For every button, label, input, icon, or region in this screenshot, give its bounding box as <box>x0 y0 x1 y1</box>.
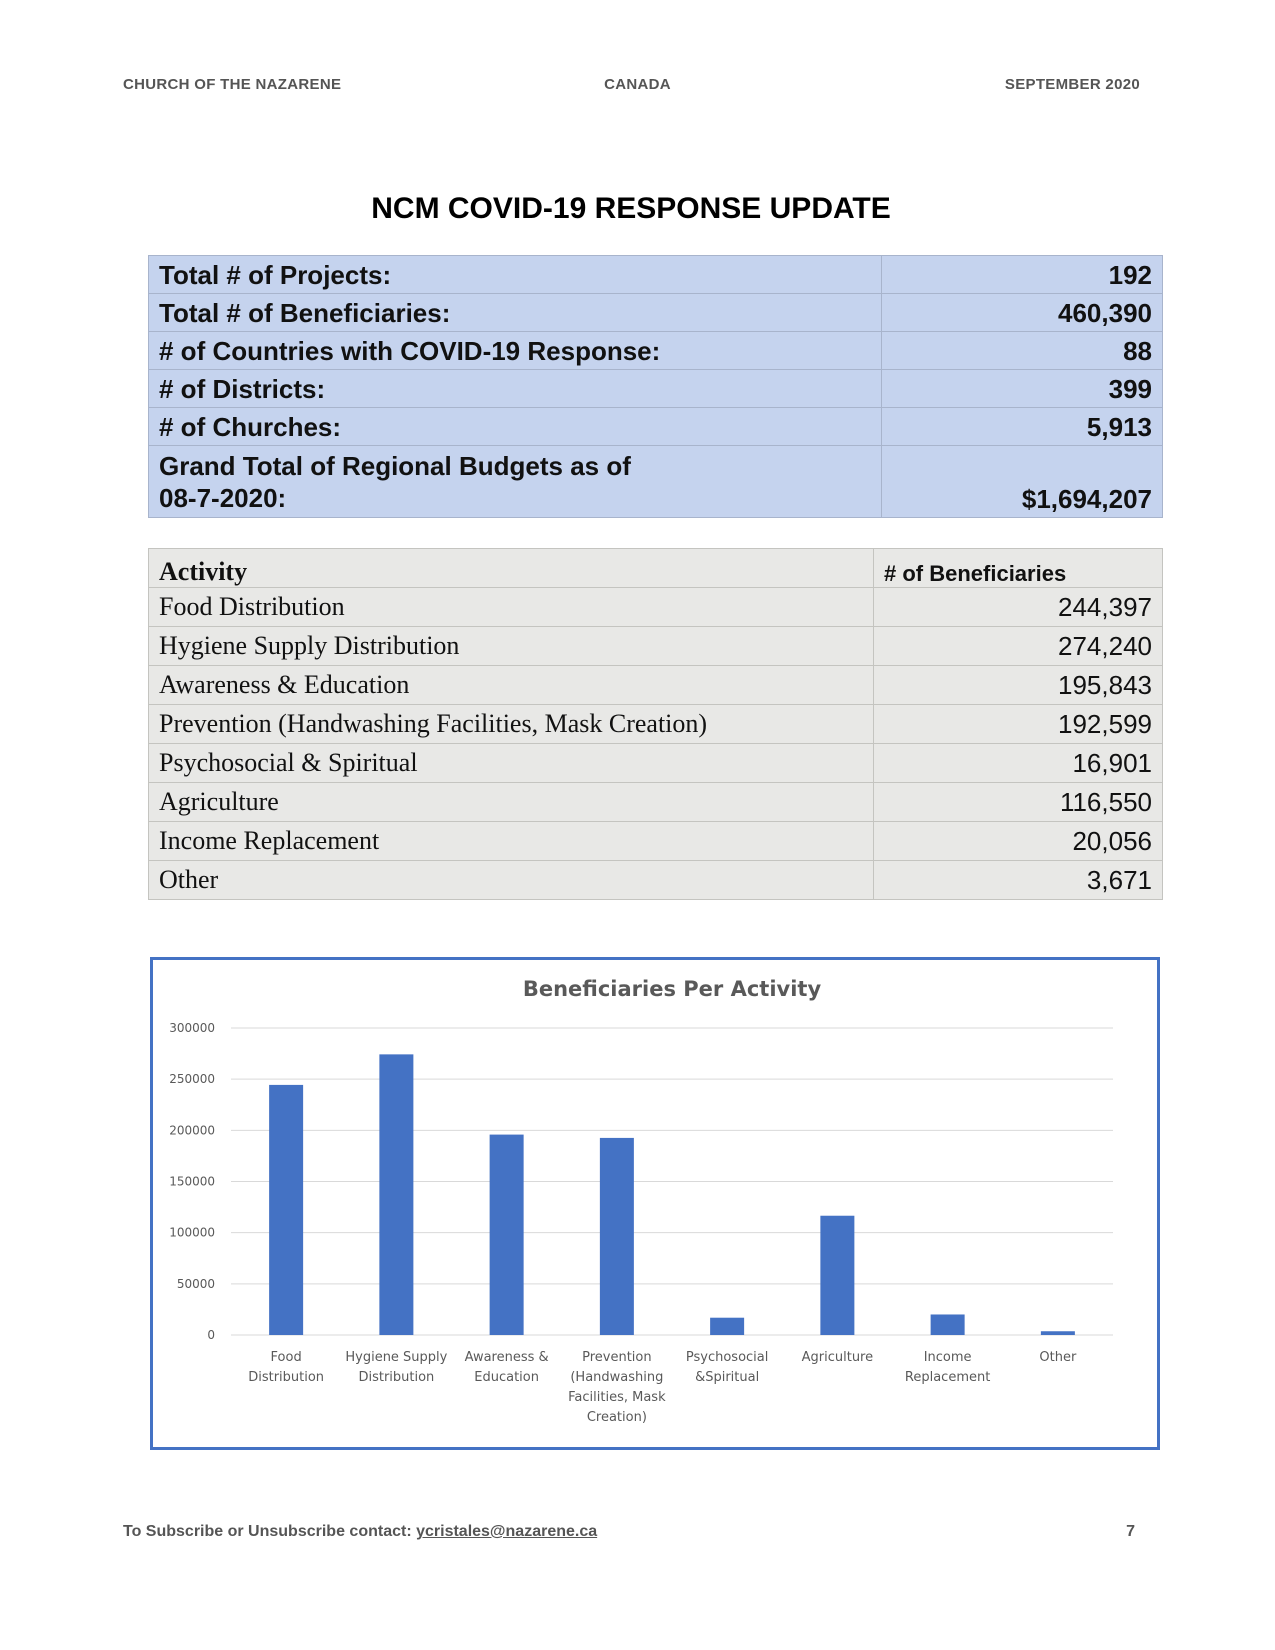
summary-row <box>149 408 1163 446</box>
table-row <box>149 861 1163 900</box>
summary-row <box>149 332 1163 370</box>
summary-label-line: Grand Total of Regional Budgets as of <box>159 450 631 481</box>
table-row <box>149 627 1163 666</box>
summary-label <box>149 446 882 518</box>
beneficiary-count: 192,599 <box>874 705 1163 744</box>
beneficiary-count: 16,901 <box>874 744 1163 783</box>
activity-name: Prevention (Handwashing Facilities, Mask Creation) <box>149 705 874 744</box>
summary-label: # of Churches: <box>149 408 882 446</box>
beneficiary-count: 116,550 <box>874 783 1163 822</box>
summary-row <box>149 446 1163 518</box>
activity-name: Agriculture <box>149 783 874 822</box>
y-tick-label: 100000 <box>169 1225 215 1240</box>
activity-name: Food Distribution <box>149 588 874 627</box>
x-category-label: Food Distribution <box>248 1350 325 1385</box>
y-tick-label: 0 <box>207 1328 215 1342</box>
y-tick-label: 300000 <box>169 1021 215 1035</box>
column-header-activity: Activity <box>149 549 874 588</box>
activity-name: Hygiene Supply Distribution <box>149 627 874 666</box>
table-row <box>149 705 1163 744</box>
x-category-label: Other <box>1039 1350 1077 1365</box>
summary-value: 192 <box>882 256 1163 294</box>
summary-row <box>149 370 1163 408</box>
summary-value: 460,390 <box>882 294 1163 332</box>
y-tick-label: 200000 <box>169 1123 215 1138</box>
x-category-label: Income Replacement <box>904 1350 991 1385</box>
header-country: CANADA <box>604 76 671 93</box>
summary-label: Total # of Projects: <box>149 256 882 294</box>
summary-label: # of Districts: <box>149 370 882 408</box>
page-title: NCM COVID-19 RESPONSE UPDATE <box>371 192 891 225</box>
activities-table <box>148 548 1163 900</box>
bar <box>269 1085 303 1335</box>
summary-row <box>149 294 1163 332</box>
x-category-label: Agriculture <box>801 1350 874 1365</box>
beneficiary-count: 274,240 <box>874 627 1163 666</box>
beneficiary-count: 244,397 <box>874 588 1163 627</box>
header-organization: CHURCH OF THE NAZARENE <box>123 76 342 93</box>
beneficiary-count: 20,056 <box>874 822 1163 861</box>
activity-name: Awareness & Education <box>149 666 874 705</box>
bar <box>600 1138 634 1335</box>
table-row <box>149 744 1163 783</box>
column-header-beneficiaries: # of Beneficiaries <box>874 549 1163 588</box>
activity-name: Psychosocial & Spiritual <box>149 744 874 783</box>
summary-value: 88 <box>882 332 1163 370</box>
activity-name: Other <box>149 861 874 900</box>
summary-value: 5,913 <box>882 408 1163 446</box>
summary-value: $1,694,207 <box>882 446 1163 518</box>
summary-table <box>148 255 1163 518</box>
bar <box>931 1314 965 1335</box>
summary-label: Total # of Beneficiaries: <box>149 294 882 332</box>
table-row <box>149 783 1163 822</box>
y-tick-label: 150000 <box>169 1174 215 1189</box>
table-row <box>149 588 1163 627</box>
bar <box>1041 1331 1075 1335</box>
x-category-label: Awareness & Education <box>464 1350 549 1385</box>
x-category-label: Psychosocial &Spiritual <box>685 1350 769 1385</box>
summary-row <box>149 256 1163 294</box>
y-tick-label: 250000 <box>169 1072 215 1087</box>
summary-label-line: 08-7-2020: <box>159 482 287 513</box>
y-tick-label: 50000 <box>176 1276 215 1291</box>
table-row <box>149 666 1163 705</box>
beneficiary-count: 195,843 <box>874 666 1163 705</box>
beneficiary-count: 3,671 <box>874 861 1163 900</box>
table-row <box>149 822 1163 861</box>
footer-subscribe <box>123 1523 597 1541</box>
activity-name: Income Replacement <box>149 822 874 861</box>
page-number: 7 <box>1126 1523 1135 1540</box>
bar <box>379 1054 413 1335</box>
chart-title: Beneficiaries Per Activity <box>522 977 822 1001</box>
header-date: SEPTEMBER 2020 <box>1004 76 1140 93</box>
bar <box>490 1135 524 1335</box>
activities-header-row <box>149 549 1163 588</box>
x-category-label: Prevention (Handwashing Facilities, Mask Creation) <box>568 1350 666 1425</box>
footer-text: To Subscribe or Unsubscribe contact: <box>123 1523 417 1540</box>
email-link[interactable]: ycristales@nazarene.ca <box>416 1523 598 1540</box>
summary-label: # of Countries with COVID-19 Response: <box>149 332 882 370</box>
bar <box>710 1318 744 1335</box>
bar-chart <box>153 960 1157 1447</box>
bar <box>820 1216 854 1335</box>
summary-value: 399 <box>882 370 1163 408</box>
chart-frame <box>150 957 1160 1450</box>
x-category-label: Hygiene Supply Distribution <box>345 1350 448 1385</box>
